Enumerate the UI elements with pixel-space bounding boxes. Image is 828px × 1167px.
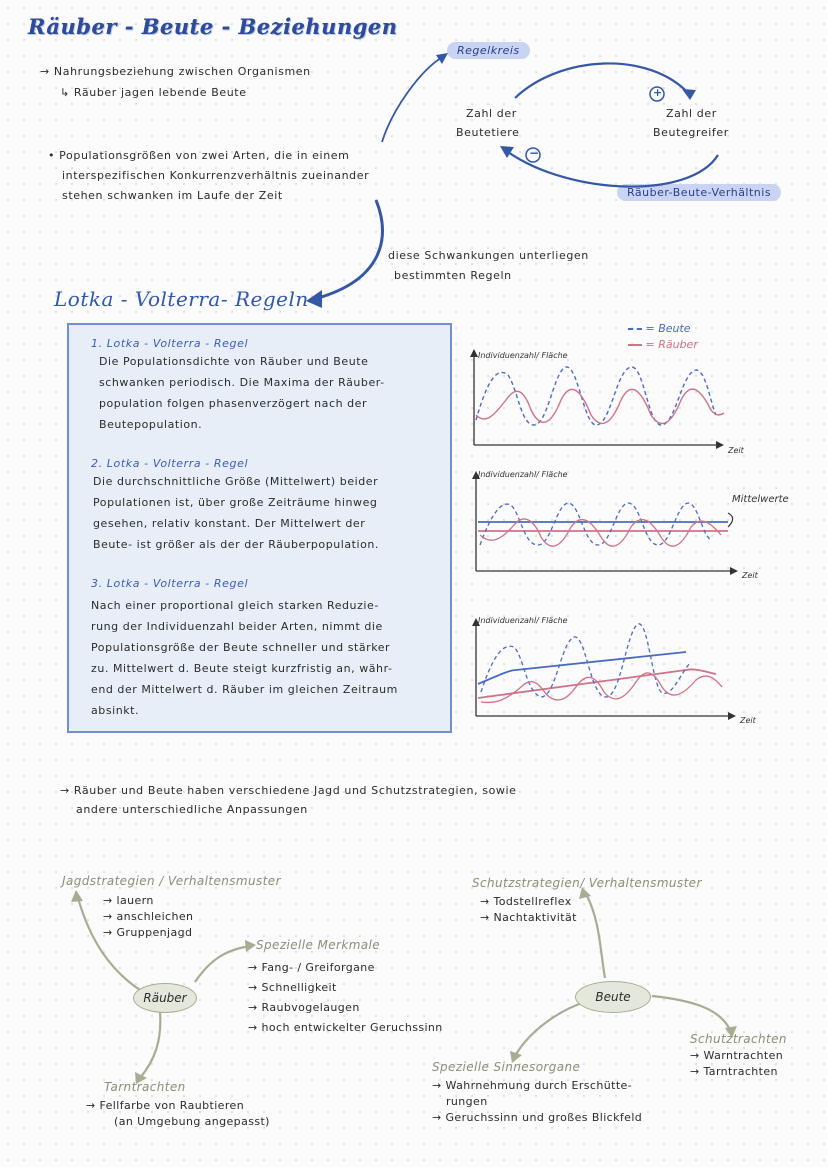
list-item: → Geruchssinn und großes Blickfeld [432, 1111, 643, 1124]
rule-2-line: Die durchschnittliche Größe (Mittelwert) beider [93, 475, 379, 488]
connector-beute-schutz [586, 894, 605, 978]
list-item: rungen [446, 1095, 488, 1108]
trachten-list [690, 1048, 783, 1080]
regelkreis-bottom-arrowhead [500, 146, 514, 158]
list-item: → Warntrachten [690, 1049, 784, 1062]
list-item: → lauern [103, 894, 154, 907]
list-item: (an Umgebung angepasst) [114, 1115, 270, 1128]
schutz-list [480, 894, 577, 926]
list-item: → anschleichen [103, 910, 194, 923]
schutz-heading: Schutzstrategien/ Verhaltensmuster [472, 876, 702, 890]
chart1-y-arrowhead [470, 349, 478, 357]
merkmale-list [248, 958, 443, 1038]
connector-rauber-jagd-head [71, 890, 83, 902]
chart3-rauber-line [481, 673, 722, 703]
arrow-to-lotka [318, 200, 382, 298]
intro-line-2: ↳ Räuber jagen lebende Beute [60, 86, 247, 99]
predator-count-label-1: Zahl der [666, 107, 717, 120]
list-item: → Fang- / Greiforgane [248, 961, 375, 974]
strategies-intro-1: → Räuber und Beute haben verschiedene Jagd und Schutzstrategien, sowie [60, 784, 517, 797]
rule-3-line: end der Mittelwert d. Räuber im gleichen Zeitraum [91, 683, 398, 696]
chart3-y-arrowhead [472, 618, 480, 626]
rule-3-line: absinkt. [91, 704, 140, 717]
lotka-rules-box [67, 323, 452, 733]
chart1-xlabel: Zeit [728, 446, 744, 455]
intro-bullet-1: • Populationsgrößen von zwei Arten, die in einem [48, 149, 350, 162]
minus-sign: − [529, 146, 540, 160]
strategies-intro-2: andere unterschiedliche Anpassungen [76, 803, 308, 816]
list-item: → Wahrnehmung durch Erschütte- [432, 1079, 633, 1092]
list-item: → Nachtaktivität [480, 911, 577, 924]
intro-note-2: bestimmten Regeln [394, 269, 512, 282]
rule-1-title: 1. Lotka - Volterra - Regel [91, 337, 249, 350]
chart3-reduction [466, 612, 746, 727]
lotka-heading: Lotka - Volterra- Regeln [54, 287, 309, 311]
rule-3-text [91, 595, 398, 721]
rule-3-line: zu. Mittelwert d. Beute steigt kurzfristig an, währ- [91, 662, 393, 675]
rule-3-line: Nach einer proportional gleich starken Reduzie- [91, 599, 379, 612]
rule-1-line: Beutepopulation. [99, 418, 203, 431]
connector-rauber-tarn [140, 1012, 160, 1078]
chart1-beute-line [476, 367, 716, 425]
chart1-ylabel: Individuenzahl/ Fläche [478, 351, 568, 360]
trachten-heading: Schutztrachten [690, 1032, 787, 1046]
chart3-xlabel: Zeit [740, 716, 756, 725]
legend-beute [628, 322, 691, 335]
list-item: → Schnelligkeit [248, 981, 337, 994]
connector-rauber-merkmale-head [245, 940, 256, 952]
legend-rauber-label: = Räuber [645, 338, 698, 351]
list-item: → hoch entwickelter Geruchssinn [248, 1021, 443, 1034]
tarn-heading: Tarntrachten [104, 1080, 186, 1094]
chart2-x-arrowhead [730, 567, 738, 575]
list-item: → Gruppenjagd [103, 926, 193, 939]
page-title: Räuber - Beute - Beziehungen [28, 14, 398, 39]
merkmale-heading: Spezielle Merkmale [256, 938, 381, 952]
rule-2-line: gesehen, relativ konstant. Der Mittelwert der [93, 517, 366, 530]
chart2-ylabel: Individuenzahl/ Fläche [478, 470, 568, 479]
rauber-node: Räuber [133, 983, 197, 1013]
tarn-list [86, 1098, 270, 1130]
beute-node: Beute [575, 981, 651, 1013]
rule-2-text [93, 471, 379, 555]
connector-beute-trachten [652, 996, 730, 1030]
connector-rauber-merkmale [195, 946, 250, 982]
chart2-mean-values [466, 465, 746, 580]
rule-1-line: population folgen phasenverzögert nach der [99, 397, 368, 410]
chart2-y-arrowhead [472, 471, 480, 479]
legend-beute-swatch [628, 328, 642, 330]
chart3-ylabel: Individuenzahl/ Fläche [478, 616, 568, 625]
rule-1-text [99, 351, 385, 435]
chart3-x-arrowhead [728, 712, 736, 720]
rule-1-line: schwanken periodisch. Die Maxima der Räuber- [99, 376, 385, 389]
jagd-list [103, 893, 193, 941]
chart3-beute-mean [478, 652, 686, 684]
mittelwerte-brace [728, 513, 733, 527]
prey-count-label-2: Beutetiere [456, 126, 520, 139]
chart1-rauber-line [476, 389, 724, 423]
predator-prey-ratio-pill: Räuber-Beute-Verhältnis [617, 184, 781, 201]
intro-bullet-2: interspezifischen Konkurrenzverhältnis zueinander [62, 169, 370, 182]
rule-2-line: Beute- ist größer als der der Räuberpopulation. [93, 538, 379, 551]
list-item: → Tarntrachten [690, 1065, 778, 1078]
jagd-heading: Jagdstrategien / Verhaltensmuster [62, 874, 281, 888]
rule-3-line: rung der Individuenzahl beider Arten, nimmt die [91, 620, 383, 633]
mittelwerte-label: Mittelwerte [732, 494, 789, 505]
arrow-to-regelkreis-head [436, 53, 448, 64]
prey-count-label-1: Zahl der [466, 107, 517, 120]
list-item: → Todstellreflex [480, 895, 572, 908]
intro-note-1: diese Schwankungen unterliegen [388, 249, 589, 262]
regelkreis-pill: Regelkreis [447, 42, 530, 59]
sinne-heading: Spezielle Sinnesorgane [432, 1060, 581, 1074]
chart1-x-arrowhead [716, 441, 724, 449]
rule-3-title: 3. Lotka - Volterra - Regel [91, 577, 249, 590]
rule-2-title: 2. Lotka - Volterra - Regel [91, 457, 249, 470]
connector-beute-sinne [515, 1002, 585, 1056]
chart1-oscillation [466, 345, 736, 455]
list-item: → Raubvogelaugen [248, 1001, 360, 1014]
list-item: → Fellfarbe von Raubtieren [86, 1099, 245, 1112]
intro-bullet-3: stehen schwanken im Laufe der Zeit [62, 189, 283, 202]
plus-sign: + [653, 86, 663, 99]
sinne-list [432, 1078, 642, 1126]
rule-3-line: Populationsgröße der Beute schneller und stärker [91, 641, 391, 654]
regelkreis-arrows [0, 0, 828, 330]
chart2-xlabel: Zeit [742, 571, 758, 580]
rule-2-line: Populationen ist, über große Zeiträume hinweg [93, 496, 378, 509]
chart2-rauber-line [480, 519, 721, 546]
legend-beute-label: = Beute [645, 322, 691, 335]
intro-line-1: → Nahrungsbeziehung zwischen Organismen [40, 65, 311, 78]
arrow-to-regelkreis [382, 56, 444, 142]
chart3-beute-line [481, 624, 691, 697]
rule-1-line: Die Populationsdichte von Räuber und Beute [99, 355, 369, 368]
regelkreis-top-arrowhead [682, 89, 696, 100]
predator-count-label-2: Beutegreifer [653, 126, 729, 139]
